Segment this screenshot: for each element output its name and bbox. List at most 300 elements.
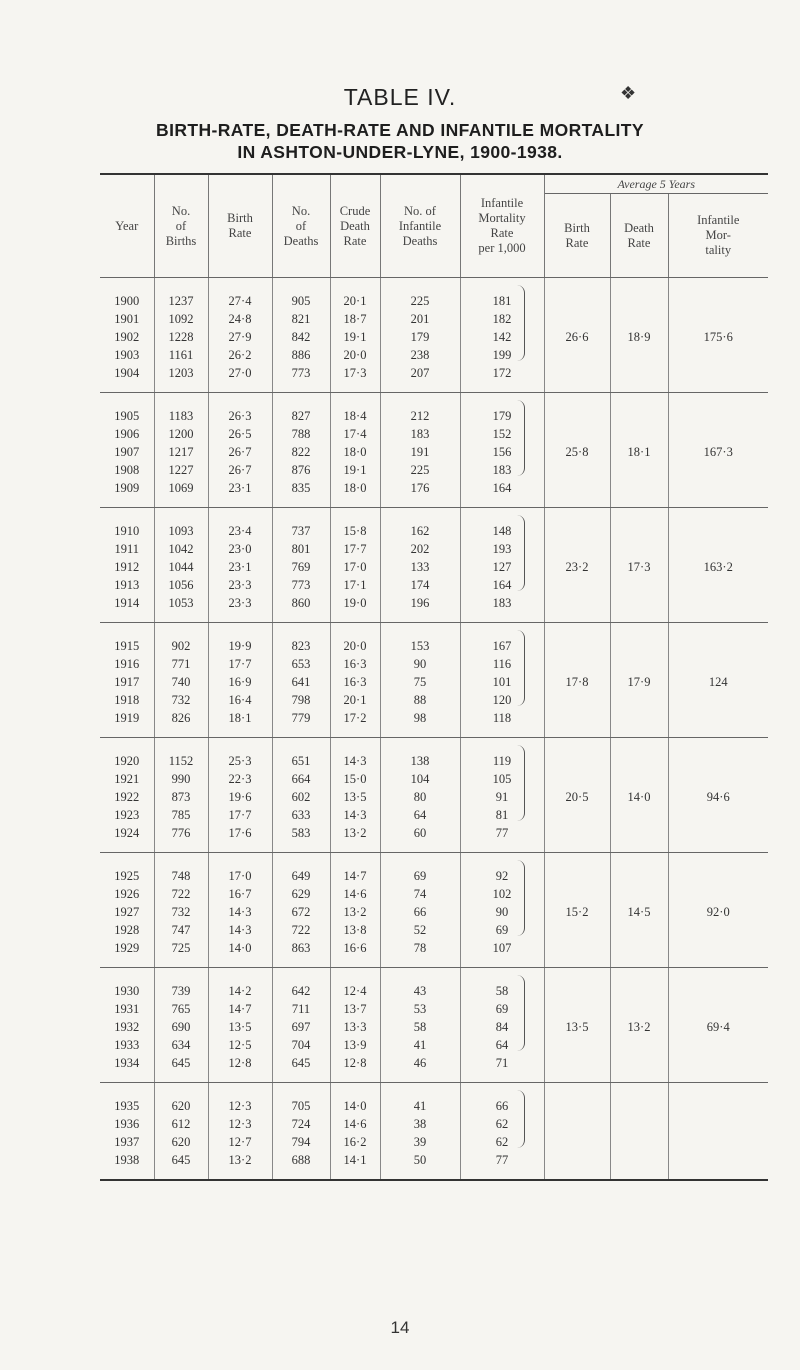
column-crude-death-rate (330, 738, 380, 853)
table-title-line1: BIRTH-RATE, DEATH-RATE AND INFANTILE MORTALITY (156, 120, 644, 140)
column-avg-birth-rate: 20·5 (544, 738, 610, 853)
table-cell: 1044 (168, 560, 194, 574)
table-cell: 835 (291, 481, 311, 495)
year-group-row (100, 1083, 768, 1181)
table-cell: 212 (410, 409, 430, 423)
table-cell: 672 (291, 905, 311, 919)
column-births (154, 738, 208, 853)
table-cell: 737 (291, 524, 311, 538)
table-cell: 739 (171, 984, 191, 998)
table-cell: 1924 (114, 826, 140, 840)
column-infantile-mortality (460, 278, 544, 393)
table-cell: 75 (413, 675, 427, 689)
table-cell: 62 (495, 1117, 509, 1131)
header-birth-rate: Birth Rate (208, 174, 272, 278)
table-cell: 722 (291, 923, 311, 937)
table-cell: 748 (171, 869, 191, 883)
table-cell: 771 (171, 657, 191, 671)
column-infantile-deaths (380, 508, 460, 623)
table-cell: 13·7 (343, 1002, 367, 1016)
column-avg-infantile: 163·2 (668, 508, 768, 623)
table-cell: 18·1 (228, 711, 252, 725)
year-group-row (100, 393, 768, 508)
table-cell: 12·5 (228, 1038, 252, 1052)
table-cell: 69 (495, 1002, 509, 1016)
table-cell: 1932 (114, 1020, 140, 1034)
table-cell: 13·5 (343, 790, 367, 804)
header-infantile-mortality: Infantile Mortality Rate per 1,000 (460, 174, 544, 278)
table-cell: 52 (413, 923, 427, 937)
table-cell: 20·0 (343, 639, 367, 653)
table-cell: 19·9 (228, 639, 252, 653)
column-infantile-mortality (460, 393, 544, 508)
column-deaths (272, 968, 330, 1083)
table-body (100, 278, 768, 1181)
table-cell: 822 (291, 445, 311, 459)
column-infantile-deaths (380, 393, 460, 508)
table-cell: 769 (291, 560, 311, 574)
table-cell: 181 (492, 294, 512, 308)
table-cell: 156 (492, 445, 512, 459)
table-cell: 80 (413, 790, 427, 804)
column-infantile-deaths (380, 853, 460, 968)
table-cell: 12·3 (228, 1099, 252, 1113)
table-cell: 16·6 (343, 941, 367, 955)
column-infantile-deaths (380, 968, 460, 1083)
table-cell: 1228 (168, 330, 194, 344)
column-avg-death-rate: 17·3 (610, 508, 668, 623)
column-avg-infantile: 167·3 (668, 393, 768, 508)
table-cell: 1152 (168, 754, 194, 768)
table-cell: 1093 (168, 524, 194, 538)
table-cell: 1901 (114, 312, 140, 326)
table-cell: 19·6 (228, 790, 252, 804)
table-cell: 18·4 (343, 409, 367, 423)
table-cell: 225 (410, 463, 430, 477)
table-cell: 19·0 (343, 596, 367, 610)
column-births (154, 853, 208, 968)
table-cell: 20·0 (343, 348, 367, 362)
table-cell: 78 (413, 941, 427, 955)
header-avg-birth-rate: Birth Rate (544, 194, 610, 278)
header-crude-death-rate: Crude Death Rate (330, 174, 380, 278)
table-cell: 633 (291, 808, 311, 822)
brace-icon (517, 515, 525, 591)
table-cell: 77 (495, 826, 509, 840)
column-infantile-deaths (380, 1083, 460, 1181)
table-cell: 26·5 (228, 427, 252, 441)
table-cell: 779 (291, 711, 311, 725)
table-cell: 1935 (114, 1099, 140, 1113)
table-cell: 38 (413, 1117, 427, 1131)
column-births (154, 278, 208, 393)
table-cell: 18·7 (343, 312, 367, 326)
brace-icon (517, 745, 525, 821)
table-cell: 58 (495, 984, 509, 998)
table-cell: 84 (495, 1020, 509, 1034)
table-cell: 642 (291, 984, 311, 998)
table-cell: 71 (495, 1056, 509, 1070)
table-cell: 138 (410, 754, 430, 768)
table-cell: 13·3 (343, 1020, 367, 1034)
table-title-line2: IN ASHTON-UNDER-LYNE, 1900-1938. (237, 142, 563, 162)
column-infantile-deaths (380, 738, 460, 853)
table-cell: 207 (410, 366, 430, 380)
table-cell: 183 (492, 463, 512, 477)
table-cell: 1906 (114, 427, 140, 441)
table-cell: 127 (492, 560, 512, 574)
table-cell: 653 (291, 657, 311, 671)
column-deaths (272, 508, 330, 623)
table-cell: 13·8 (343, 923, 367, 937)
table-cell: 225 (410, 294, 430, 308)
table-cell: 1908 (114, 463, 140, 477)
column-avg-birth-rate (544, 1083, 610, 1181)
table-cell: 176 (410, 481, 430, 495)
table-cell: 14·3 (343, 754, 367, 768)
table-cell: 162 (410, 524, 430, 538)
column-births (154, 1083, 208, 1181)
table-cell: 1917 (114, 675, 140, 689)
table-cell: 118 (492, 711, 512, 725)
header-avg-death-rate: Death Rate (610, 194, 668, 278)
table-cell: 14·3 (343, 808, 367, 822)
table-cell: 1200 (168, 427, 194, 441)
column-birth-rate (208, 853, 272, 968)
table-number: TABLE IV. (343, 84, 457, 110)
column-infantile-mortality (460, 623, 544, 738)
table-cell: 81 (495, 808, 509, 822)
year-group-row (100, 853, 768, 968)
table-cell: 801 (291, 542, 311, 556)
table-cell: 583 (291, 826, 311, 840)
table-cell: 17·7 (228, 657, 252, 671)
table-cell: 1914 (114, 596, 140, 610)
column-year (100, 1083, 154, 1181)
table-cell: 1092 (168, 312, 194, 326)
table-cell: 172 (492, 366, 512, 380)
table-cell: 747 (171, 923, 191, 937)
table-cell: 142 (492, 330, 512, 344)
table-cell: 18·0 (343, 481, 367, 495)
column-infantile-deaths (380, 623, 460, 738)
table-cell: 174 (410, 578, 430, 592)
table-cell: 16·2 (343, 1135, 367, 1149)
column-avg-death-rate: 14·5 (610, 853, 668, 968)
column-avg-death-rate (610, 1083, 668, 1181)
column-birth-rate (208, 1083, 272, 1181)
table-cell: 1237 (168, 294, 194, 308)
column-avg-birth-rate: 26·6 (544, 278, 610, 393)
table-cell: 1922 (114, 790, 140, 804)
table-cell: 740 (171, 675, 191, 689)
table-cell: 1930 (114, 984, 140, 998)
table-cell: 16·4 (228, 693, 252, 707)
table-cell: 1911 (114, 542, 140, 556)
column-crude-death-rate (330, 623, 380, 738)
column-year (100, 738, 154, 853)
header-deaths: No. of Deaths (272, 174, 330, 278)
column-birth-rate (208, 738, 272, 853)
column-infantile-mortality (460, 738, 544, 853)
table-cell: 14·7 (228, 1002, 252, 1016)
table-cell: 182 (492, 312, 512, 326)
table-cell: 785 (171, 808, 191, 822)
table-cell: 16·7 (228, 887, 252, 901)
table-cell: 1916 (114, 657, 140, 671)
table-cell: 732 (171, 905, 191, 919)
column-avg-birth-rate: 15·2 (544, 853, 610, 968)
table-cell: 863 (291, 941, 311, 955)
table-cell: 1913 (114, 578, 140, 592)
table-cell: 1203 (168, 366, 194, 380)
table-cell: 1042 (168, 542, 194, 556)
table-cell: 1905 (114, 409, 140, 423)
table-cell: 66 (495, 1099, 509, 1113)
header-infantile-deaths: No. of Infantile Deaths (380, 174, 460, 278)
brace-icon (517, 400, 525, 476)
table-cell: 1923 (114, 808, 140, 822)
column-deaths (272, 623, 330, 738)
table-cell: 183 (410, 427, 430, 441)
table-cell: 41 (413, 1038, 427, 1052)
table-cell: 193 (492, 542, 512, 556)
table-cell: 705 (291, 1099, 311, 1113)
table-cell: 26·2 (228, 348, 252, 362)
table-cell: 1907 (114, 445, 140, 459)
column-year (100, 393, 154, 508)
column-avg-infantile: 69·4 (668, 968, 768, 1083)
table-cell: 990 (171, 772, 191, 786)
table-cell: 23·4 (228, 524, 252, 538)
table-cell: 773 (291, 578, 311, 592)
table-cell: 1053 (168, 596, 194, 610)
table-cell: 1918 (114, 693, 140, 707)
table-cell: 13·2 (343, 826, 367, 840)
table-cell: 14·0 (228, 941, 252, 955)
table-cell: 39 (413, 1135, 427, 1149)
table-cell: 23·1 (228, 560, 252, 574)
table-cell: 14·6 (343, 887, 367, 901)
table-cell: 91 (495, 790, 509, 804)
table-cell: 1161 (168, 348, 194, 362)
table-cell: 179 (492, 409, 512, 423)
table-cell: 1904 (114, 366, 140, 380)
column-year (100, 968, 154, 1083)
table-cell: 17·0 (228, 869, 252, 883)
column-year (100, 278, 154, 393)
table-cell: 53 (413, 1002, 427, 1016)
column-avg-birth-rate: 25·8 (544, 393, 610, 508)
column-birth-rate (208, 278, 272, 393)
table-cell: 724 (291, 1117, 311, 1131)
table-cell: 27·9 (228, 330, 252, 344)
table-cell: 23·3 (228, 578, 252, 592)
column-avg-birth-rate: 13·5 (544, 968, 610, 1083)
table-cell: 14·6 (343, 1117, 367, 1131)
table-cell: 201 (410, 312, 430, 326)
table-cell: 26·7 (228, 463, 252, 477)
table-cell: 23·1 (228, 481, 252, 495)
column-deaths (272, 853, 330, 968)
table-cell: 14·3 (228, 923, 252, 937)
year-group-row (100, 968, 768, 1083)
table-cell: 26·3 (228, 409, 252, 423)
table-cell: 794 (291, 1135, 311, 1149)
table-cell: 120 (492, 693, 512, 707)
table-cell: 842 (291, 330, 311, 344)
table-cell: 199 (492, 348, 512, 362)
table-cell: 17·7 (228, 808, 252, 822)
table-cell: 12·4 (343, 984, 367, 998)
column-infantile-mortality (460, 853, 544, 968)
table-cell: 17·3 (343, 366, 367, 380)
table-cell: 64 (495, 1038, 509, 1052)
table-cell: 183 (492, 596, 512, 610)
table-cell: 1926 (114, 887, 140, 901)
table-cell: 1931 (114, 1002, 140, 1016)
table-cell: 64 (413, 808, 427, 822)
table-cell: 152 (492, 427, 512, 441)
column-deaths (272, 393, 330, 508)
table-cell: 645 (171, 1056, 191, 1070)
table-cell: 876 (291, 463, 311, 477)
table-cell: 50 (413, 1153, 427, 1167)
table-cell: 20·1 (343, 693, 367, 707)
brace-icon (517, 630, 525, 706)
table-cell: 22·3 (228, 772, 252, 786)
table-cell: 860 (291, 596, 311, 610)
table-cell: 629 (291, 887, 311, 901)
column-crude-death-rate (330, 968, 380, 1083)
table-cell: 16·9 (228, 675, 252, 689)
table-cell: 765 (171, 1002, 191, 1016)
column-infantile-mortality (460, 968, 544, 1083)
table-cell: 43 (413, 984, 427, 998)
table-cell: 14·2 (228, 984, 252, 998)
table-cell: 238 (410, 348, 430, 362)
table-cell: 1217 (168, 445, 194, 459)
table-cell: 23·0 (228, 542, 252, 556)
table-cell: 88 (413, 693, 427, 707)
table-cell: 704 (291, 1038, 311, 1052)
column-birth-rate (208, 508, 272, 623)
table-cell: 732 (171, 693, 191, 707)
column-birth-rate (208, 968, 272, 1083)
header-average-group: Average 5 Years (544, 174, 768, 194)
table-cell: 1928 (114, 923, 140, 937)
table-cell: 1936 (114, 1117, 140, 1131)
table-cell: 773 (291, 366, 311, 380)
table-cell: 1937 (114, 1135, 140, 1149)
table-cell: 1919 (114, 711, 140, 725)
table-cell: 1927 (114, 905, 140, 919)
column-deaths (272, 738, 330, 853)
table-cell: 1938 (114, 1153, 140, 1167)
table-cell: 62 (495, 1135, 509, 1149)
table-cell: 612 (171, 1117, 191, 1131)
table-cell: 18·0 (343, 445, 367, 459)
table-cell: 102 (492, 887, 512, 901)
table-cell: 1069 (168, 481, 194, 495)
table-cell: 14·3 (228, 905, 252, 919)
column-year (100, 508, 154, 623)
table-cell: 602 (291, 790, 311, 804)
table-cell: 905 (291, 294, 311, 308)
year-group-row (100, 623, 768, 738)
table-cell: 13·2 (343, 905, 367, 919)
table-cell: 664 (291, 772, 311, 786)
table-cell: 1902 (114, 330, 140, 344)
column-avg-infantile: 175·6 (668, 278, 768, 393)
table-cell: 13·9 (343, 1038, 367, 1052)
table-cell: 133 (410, 560, 430, 574)
table-cell: 17·0 (343, 560, 367, 574)
table-cell: 58 (413, 1020, 427, 1034)
column-crude-death-rate (330, 278, 380, 393)
column-births (154, 623, 208, 738)
table-cell: 26·7 (228, 445, 252, 459)
table-cell: 886 (291, 348, 311, 362)
column-avg-birth-rate: 23·2 (544, 508, 610, 623)
table-cell: 153 (410, 639, 430, 653)
table-cell: 711 (291, 1002, 311, 1016)
column-infantile-mortality (460, 1083, 544, 1181)
table-cell: 725 (171, 941, 191, 955)
table-cell: 1900 (114, 294, 140, 308)
column-avg-death-rate: 13·2 (610, 968, 668, 1083)
table-cell: 69 (413, 869, 427, 883)
column-avg-infantile (668, 1083, 768, 1181)
table-cell: 641 (291, 675, 311, 689)
table-cell: 1921 (114, 772, 140, 786)
table-cell: 15·0 (343, 772, 367, 786)
table-cell: 17·2 (343, 711, 367, 725)
table-cell: 167 (492, 639, 512, 653)
table-cell: 1056 (168, 578, 194, 592)
table-cell: 19·1 (343, 463, 367, 477)
column-deaths (272, 1083, 330, 1181)
column-avg-infantile: 124 (668, 623, 768, 738)
ink-mark-icon: ❖ (620, 83, 637, 103)
year-group-row (100, 278, 768, 393)
table-cell: 788 (291, 427, 311, 441)
table-cell: 645 (291, 1056, 311, 1070)
table-cell: 688 (291, 1153, 311, 1167)
table-cell: 202 (410, 542, 430, 556)
table-cell: 17·4 (343, 427, 367, 441)
table-cell: 12·7 (228, 1135, 252, 1149)
table-cell: 41 (413, 1099, 427, 1113)
table-cell: 634 (171, 1038, 191, 1052)
table-cell: 1934 (114, 1056, 140, 1070)
column-crude-death-rate (330, 1083, 380, 1181)
table-cell: 12·3 (228, 1117, 252, 1131)
table-cell: 16·3 (343, 657, 367, 671)
table-cell: 90 (413, 657, 427, 671)
column-avg-infantile: 94·6 (668, 738, 768, 853)
table-cell: 191 (410, 445, 430, 459)
column-birth-rate (208, 623, 272, 738)
table-cell: 25·3 (228, 754, 252, 768)
table-cell: 722 (171, 887, 191, 901)
table-cell: 17·6 (228, 826, 252, 840)
table-cell: 92 (495, 869, 509, 883)
table-cell: 27·4 (228, 294, 252, 308)
table-cell: 14·0 (343, 1099, 367, 1113)
table-cell: 690 (171, 1020, 191, 1034)
table-cell: 15·8 (343, 524, 367, 538)
